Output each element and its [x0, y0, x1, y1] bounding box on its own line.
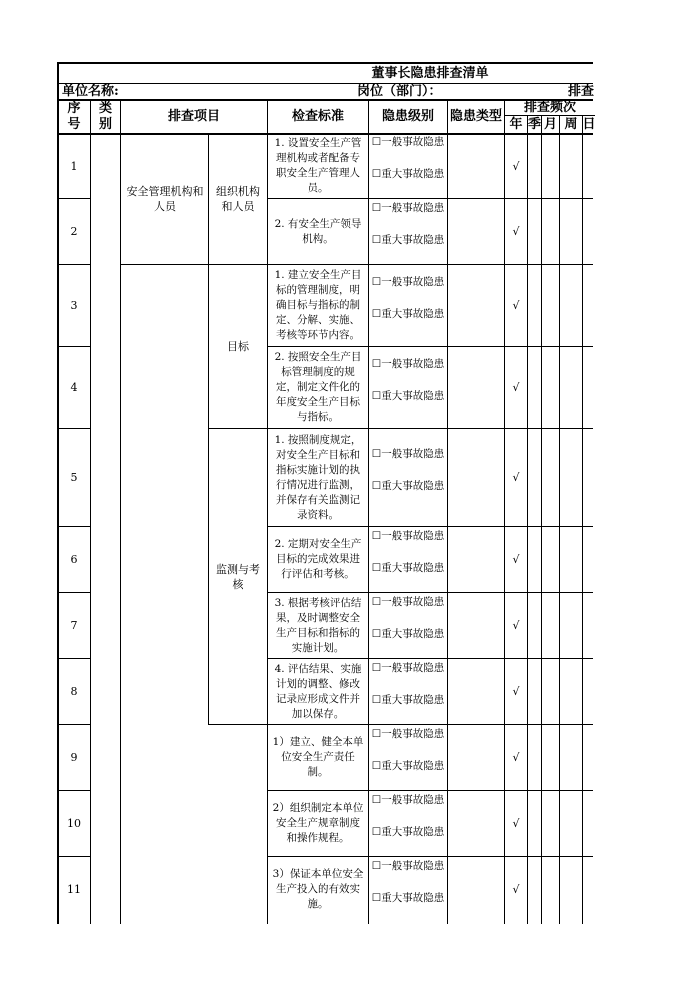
row-criteria: 2）组织制定本单位安全生产规章制度和操作规程。 — [272, 802, 364, 844]
row-level-options — [369, 593, 447, 658]
row-number: 7 — [70, 619, 78, 632]
level-major-checkbox[interactable]: ☐重大事故隐患 — [371, 389, 445, 402]
row-number: 11 — [67, 883, 81, 896]
header-seq — [58, 100, 90, 133]
freq-year-check: √ — [512, 159, 520, 173]
row-number: 10 — [67, 817, 81, 830]
header-freq-quarter: 季 — [528, 117, 542, 132]
row-number: 9 — [70, 751, 78, 764]
row-number: 1 — [70, 159, 78, 173]
row-criteria: 4. 评估结果、实施计划的调整、修改记录应形成文件并加以保存。 — [274, 662, 362, 720]
item-level2-monitor: 监测与考核 — [216, 562, 260, 591]
row-number: 3 — [70, 299, 78, 312]
header-seq-text: 序号 — [67, 100, 81, 132]
check-label-truncated: 排查 — [568, 83, 594, 99]
level-general-checkbox[interactable]: ☐一般事故隐患 — [371, 275, 445, 288]
header-freq-day: 日 — [582, 117, 596, 132]
header-level: 隐患级别 — [381, 109, 434, 124]
row-number: 6 — [70, 553, 78, 566]
freq-year-check: √ — [512, 685, 520, 698]
row-criteria: 3）保证本单位安全生产投入的有效实施。 — [272, 868, 364, 910]
row-level-options — [369, 429, 447, 526]
level-general-checkbox[interactable]: ☐一般事故隐患 — [371, 661, 445, 674]
level-general-checkbox[interactable]: ☐一般事故隐患 — [371, 859, 445, 872]
freq-year-check: √ — [512, 381, 520, 394]
level-major-checkbox[interactable]: ☐重大事故隐患 — [371, 168, 445, 180]
level-major-checkbox[interactable]: ☐重大事故隐患 — [371, 693, 445, 706]
freq-year-check: √ — [512, 619, 520, 632]
header-category — [91, 100, 120, 133]
level-general-checkbox[interactable]: ☐一般事故隐患 — [371, 201, 445, 214]
page-title: 董事长隐患排查清单 — [371, 65, 489, 81]
header-frequency: 排查频次 — [523, 100, 576, 115]
header-freq-year: 年 — [509, 117, 523, 132]
post-department-label: 岗位（部门）： — [357, 83, 442, 99]
item-level1-org: 安全管理机构和人员 — [126, 185, 204, 213]
row-level-options — [369, 857, 447, 922]
row-number: 5 — [70, 471, 78, 484]
level-general-checkbox[interactable]: ☐一般事故隐患 — [371, 727, 445, 740]
level-major-checkbox[interactable]: ☐重大事故隐患 — [371, 479, 445, 492]
level-general-checkbox[interactable]: ☐一般事故隐患 — [371, 357, 445, 370]
header-criteria: 检查标准 — [291, 109, 344, 124]
row-level-options — [369, 265, 447, 346]
freq-year-check: √ — [512, 817, 520, 830]
item-level2-org: 组织机构和人员 — [216, 185, 260, 213]
level-major-checkbox[interactable]: ☐重大事故隐患 — [371, 561, 445, 574]
row-level-options — [369, 725, 447, 790]
freq-year-check: √ — [512, 553, 520, 566]
row-criteria: 2. 有安全生产领导机构。 — [274, 217, 362, 245]
row-number: 8 — [70, 685, 78, 698]
level-major-checkbox[interactable]: ☐重大事故隐患 — [371, 891, 445, 904]
level-general-checkbox[interactable]: ☐一般事故隐患 — [371, 529, 445, 542]
row-criteria: 2. 定期对安全生产目标的完成效果进行评估和考核。 — [274, 538, 362, 580]
header-category-text: 类别 — [98, 100, 112, 132]
row-level-options — [369, 134, 447, 198]
row-level-options — [369, 527, 447, 592]
row-level-options — [369, 659, 447, 724]
row-criteria: 3. 根据考核评估结果，及时调整安全生产目标和指标的实施计划。 — [274, 596, 362, 654]
level-general-checkbox[interactable]: ☐一般事故隐患 — [371, 447, 445, 460]
freq-year-check: √ — [512, 299, 520, 312]
row-number: 2 — [70, 225, 78, 238]
level-major-checkbox[interactable]: ☐重大事故隐患 — [371, 307, 445, 320]
level-major-checkbox[interactable]: ☐重大事故隐患 — [371, 233, 445, 246]
level-major-checkbox[interactable]: ☐重大事故隐患 — [371, 627, 445, 640]
header-type: 隐患类型 — [449, 109, 502, 124]
row-level-options — [369, 199, 447, 264]
row-level-options — [369, 347, 447, 428]
freq-year-check: √ — [512, 225, 520, 238]
unit-name-label: 单位名称: — [62, 83, 119, 99]
row-criteria: 1. 设置安全生产管理机构或者配备专职安全生产管理人员。 — [274, 137, 362, 194]
freq-year-check: √ — [512, 751, 520, 764]
row-number: 4 — [70, 381, 78, 394]
row-level-options — [369, 791, 447, 856]
row-criteria: 1. 按照制度规定，对安全生产目标和指标实施计划的执行情况进行监测，并保存有关监测记录资料。 — [274, 433, 362, 521]
row-criteria: 1）建立、健全本单位安全生产责任制。 — [272, 736, 364, 778]
level-general-checkbox[interactable]: ☐一般事故隐患 — [371, 136, 445, 148]
freq-year-check: √ — [512, 883, 520, 896]
level-general-checkbox[interactable]: ☐一般事故隐患 — [371, 793, 445, 806]
header-item: 排查项目 — [167, 109, 220, 124]
row-criteria: 1. 建立安全生产目标的管理制度，明确目标与指标的制定、分解、实施、考核等环节内容。 — [274, 269, 362, 341]
level-major-checkbox[interactable]: ☐重大事故隐患 — [371, 825, 445, 838]
level-major-checkbox[interactable]: ☐重大事故隐患 — [371, 759, 445, 772]
item-level2-target: 目标 — [227, 340, 249, 353]
freq-year-check: √ — [512, 471, 520, 484]
level-general-checkbox[interactable]: ☐一般事故隐患 — [371, 595, 445, 608]
header-freq-week: 周 — [564, 117, 578, 132]
header-freq-month: 月 — [543, 117, 557, 132]
row-criteria: 2. 按照安全生产目标管理制度的规定，制定文件化的年度安全生产目标与指标。 — [274, 351, 362, 423]
